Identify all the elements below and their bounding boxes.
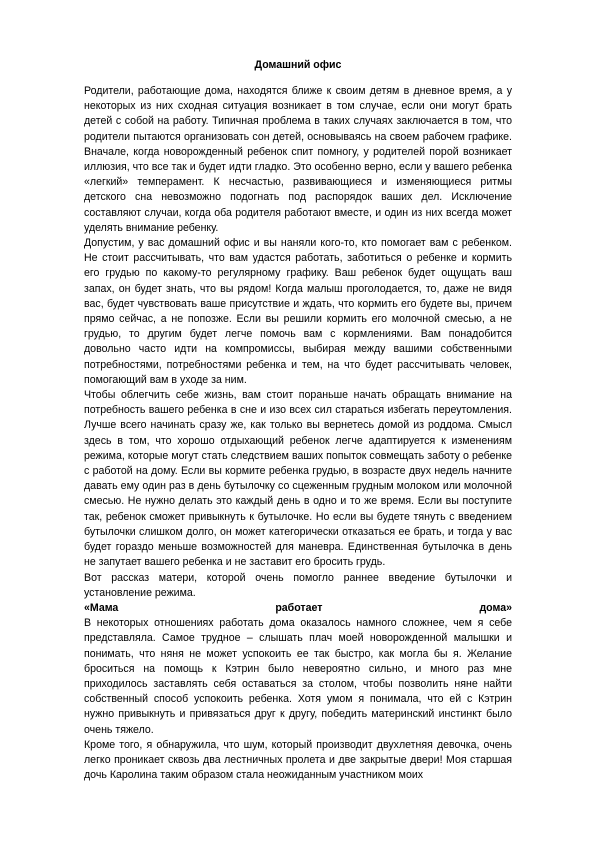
paragraph: Чтобы облегчить себе жизнь, вам стоит пораньше начать обращать внимание на потребность вашего ребенка в сне и изо всех сил стараться избегать переутомления. Лучше всего начинать сразу же, как только вы вернетесь домой из роддома. Смысл здесь в том, что хорошо отдыхающий ребенок легче адаптируется к изменениям режима, которые могут стать следствием ваших попыток совмещать заботу о ребенке с работой на дому. Если вы кормите ребенка грудью, в возрасте двух недель начните давать ему один раз в день бутылочку со сцеженным грудным молоком или молочной смесью. Не нужно делать это каждый день в одно и то же время. Если вы поступите так, ребенок сможет привыкнуть к бутылочке. Но если вы будете тянуть с введением бутылочки слишком долго, он может категорически отказаться ее брать, и тогда у вас будет гораздо меньше возможностей для маневра. Единственная бутылочка в день не запутает вашего ребенка и не заставит его бросить грудь.: [84, 389, 512, 569]
section-heading-part: «Мама: [84, 601, 119, 614]
section-heading: [84, 601, 512, 616]
paragraph: Допустим, у вас домашний офис и вы наняли кого-то, кто помогает вам с ребенком. Не стоит рассчитывать, что вам удастся работать, заботиться о ребенке и кормить его грудью по какому-то регулярному графику. Ваш ребенок будет ощущать ваш запах, он будет знать, что вы рядом! Когда малыш проголодается, то, даже не видя вас, будет чувствовать ваше присутствие и ждать, что кормить его будете вы, причем прямо сейчас, а не попозже. Если вы решили кормить его молочной смесью, а не грудью, то другим будет легче помочь вам с кормлениями. Вам понадобится довольно часто идти на компромиссы, выбирая между вашими собственными потребностями, потребностями ребенка и тем, на что будет рассчитывать человек, помогающий вам в уходе за ним.: [84, 237, 512, 386]
section-heading-part: дома»: [479, 601, 512, 614]
section-heading-part: работает: [275, 601, 323, 614]
paragraph: В некоторых отношениях работать дома оказалось намного сложнее, чем я себе представляла. Самое трудное – слышать плач моей новорожденной малышки и понимать, что няня не может успокоить ее так быстро, как могла бы я. Желание броситься на помощь к Кэтрин было невероятно сильно, и много раз мне приходилось заставлять себя оставаться за столом, чтобы позволить няне найти собственный способ успокоить ребенка. Хотя умом я понимала, что ей с Кэтрин нужно привыкнуть и привязаться друг к другу, победить материнский инстинкт было очень тяжело.: [84, 617, 512, 736]
page-title: Домашний офис: [254, 59, 342, 71]
paragraph: Вот рассказ матери, которой очень помогло раннее введение бутылочки и установление режима.: [84, 571, 512, 599]
document-page: [84, 58, 512, 783]
paragraph: Кроме того, я обнаружила, что шум, который производит двухлетняя девочка, очень легко проникает сквозь два лестничных пролета и две закрытые двери! Моя старшая дочь Каролина таким образом стала неожиданным участником моих: [84, 738, 512, 782]
paragraph: Родители, работающие дома, находятся ближе к своим детям в дневное время, а у некоторых из них сходная ситуация возникает в том случае, если они могут брать детей с собой на работу. Типичная проблема в таких случаях заключается в том, что родители пытаются организовать сон детей, основываясь на своем рабочем графике. Вначале, когда новорожденный ребенок спит помногу, у родителей порой возникает иллюзия, что все так и будет идти гладко. Это особенно верно, если у вашего ребенка «легкий» темперамент. К несчастью, развивающиеся и изменяющиеся ритмы детского сна невозможно подогнать под распорядок ваших дел. Исключение составляют случаи, когда оба родителя работают вместе, и один из них всегда может уделять внимание ребенку.: [84, 85, 512, 234]
